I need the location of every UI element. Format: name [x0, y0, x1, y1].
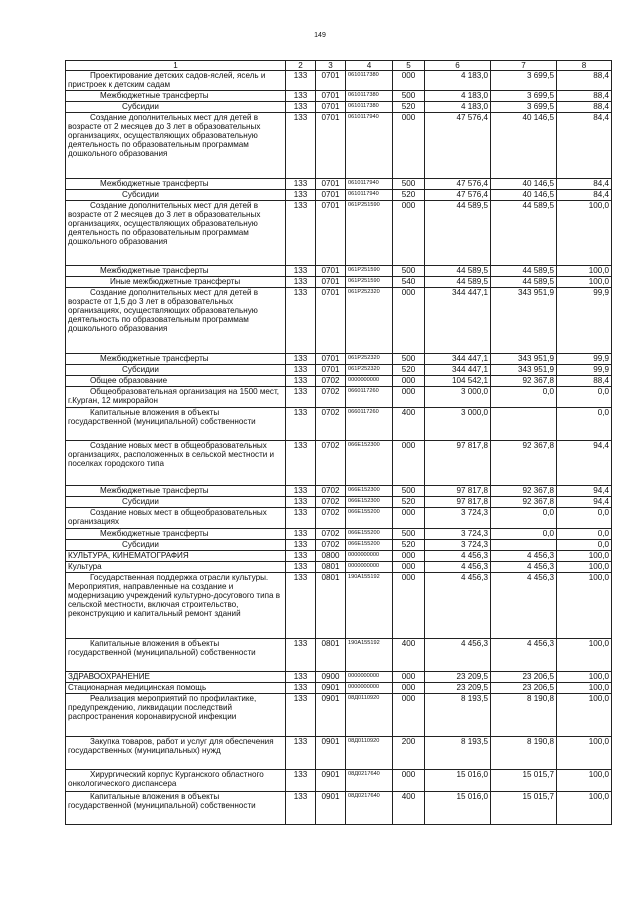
table-row [66, 408, 612, 441]
percent-cell: 100,0 [557, 683, 612, 694]
percent-cell: 100,0 [557, 266, 612, 277]
plan-amount-cell: 47 576,4 [425, 190, 491, 201]
percent-cell: 100,0 [557, 737, 612, 770]
chapter-code-cell: 133 [286, 694, 316, 737]
actual-amount-cell: 15 015,7 [491, 792, 557, 825]
target-article-cell: 0610117380 [346, 102, 393, 113]
actual-amount-cell: 23 206,5 [491, 683, 557, 694]
percent-cell: 100,0 [557, 792, 612, 825]
plan-amount-cell: 344 447,1 [425, 288, 491, 354]
expense-type-cell: 000 [393, 376, 425, 387]
percent-cell: 94,4 [557, 497, 612, 508]
actual-amount-cell [491, 408, 557, 441]
target-article-cell: 0000000000 [346, 376, 393, 387]
section-code-cell: 0701 [316, 288, 346, 354]
table-row [66, 441, 612, 486]
target-article-cell: 0610117940 [346, 190, 393, 201]
target-article-cell: 190A155192 [346, 573, 393, 639]
percent-cell: 0,0 [557, 387, 612, 408]
expense-type-cell: 400 [393, 792, 425, 825]
table-row [66, 508, 612, 529]
table-row [66, 113, 612, 179]
section-code-cell: 0701 [316, 277, 346, 288]
actual-amount-cell: 343 951,9 [491, 365, 557, 376]
table-row [66, 190, 612, 201]
section-code-cell: 0702 [316, 540, 346, 551]
row-name-cell: Межбюджетные трансферты [66, 529, 286, 540]
section-code-cell: 0702 [316, 376, 346, 387]
column-header: 7 [491, 61, 557, 71]
percent-cell: 88,4 [557, 376, 612, 387]
expense-type-cell: 000 [393, 508, 425, 529]
target-article-cell: 0000000000 [346, 672, 393, 683]
table-row [66, 71, 612, 91]
table-row [66, 497, 612, 508]
chapter-code-cell: 133 [286, 113, 316, 179]
plan-amount-cell: 4 183,0 [425, 102, 491, 113]
table-row [66, 770, 612, 792]
target-article-cell: 0000000000 [346, 562, 393, 573]
actual-amount-cell [491, 540, 557, 551]
target-article-cell: 08Д0110920 [346, 694, 393, 737]
table-row [66, 792, 612, 825]
expense-type-cell: 400 [393, 639, 425, 672]
chapter-code-cell: 133 [286, 486, 316, 497]
plan-amount-cell: 23 209,5 [425, 683, 491, 694]
table-row [66, 201, 612, 266]
row-name-cell: Проектирование детских садов-яслей, ясель и пристроек к детским садам [66, 71, 286, 91]
section-code-cell: 0801 [316, 573, 346, 639]
plan-amount-cell: 4 456,3 [425, 562, 491, 573]
actual-amount-cell: 0,0 [491, 387, 557, 408]
target-article-cell: 061P252320 [346, 288, 393, 354]
percent-cell: 0,0 [557, 540, 612, 551]
row-name-cell: Реализация мероприятий по профилактике, предупреждению, ликвидации последствий распространения коронавирусной инфекции [66, 694, 286, 737]
table-row [66, 277, 612, 288]
chapter-code-cell: 133 [286, 441, 316, 486]
plan-amount-cell: 4 183,0 [425, 71, 491, 91]
row-name-cell: Капитальные вложения в объекты государственной (муниципальной) собственности [66, 792, 286, 825]
plan-amount-cell: 344 447,1 [425, 354, 491, 365]
row-name-cell: Субсидии [66, 497, 286, 508]
actual-amount-cell: 0,0 [491, 529, 557, 540]
target-article-cell: 0610117380 [346, 71, 393, 91]
section-code-cell: 0702 [316, 441, 346, 486]
table-row [66, 562, 612, 573]
percent-cell: 100,0 [557, 201, 612, 266]
percent-cell: 100,0 [557, 277, 612, 288]
target-article-cell: 066E155200 [346, 529, 393, 540]
target-article-cell: 190A155192 [346, 639, 393, 672]
section-code-cell: 0701 [316, 113, 346, 179]
chapter-code-cell: 133 [286, 179, 316, 190]
chapter-code-cell: 133 [286, 672, 316, 683]
section-code-cell: 0901 [316, 737, 346, 770]
row-name-cell: Создание дополнительных мест для детей в возрасте от 2 месяцев до 3 лет в образовательных организациях, осуществляющих образовательную деятельность по образовательным программам дошкольного образования [66, 113, 286, 179]
percent-cell: 88,4 [557, 91, 612, 102]
chapter-code-cell: 133 [286, 562, 316, 573]
section-code-cell: 0701 [316, 91, 346, 102]
row-name-cell: Общее образование [66, 376, 286, 387]
percent-cell: 99,9 [557, 365, 612, 376]
target-article-cell: 061P251590 [346, 266, 393, 277]
expense-type-cell: 500 [393, 486, 425, 497]
table-row [66, 486, 612, 497]
table-row [66, 694, 612, 737]
actual-amount-cell: 4 456,3 [491, 551, 557, 562]
plan-amount-cell: 47 576,4 [425, 179, 491, 190]
chapter-code-cell: 133 [286, 497, 316, 508]
section-code-cell: 0702 [316, 497, 346, 508]
column-header: 4 [346, 61, 393, 71]
actual-amount-cell: 3 699,5 [491, 91, 557, 102]
section-code-cell: 0901 [316, 792, 346, 825]
plan-amount-cell: 3 000,0 [425, 408, 491, 441]
percent-cell: 100,0 [557, 573, 612, 639]
expense-type-cell: 500 [393, 91, 425, 102]
target-article-cell: 0660117260 [346, 387, 393, 408]
target-article-cell: 0610117940 [346, 113, 393, 179]
target-article-cell: 0000000000 [346, 551, 393, 562]
expense-type-cell: 500 [393, 529, 425, 540]
expense-type-cell: 000 [393, 201, 425, 266]
row-name-cell: Межбюджетные трансферты [66, 91, 286, 102]
actual-amount-cell: 92 367,8 [491, 486, 557, 497]
expense-type-cell: 000 [393, 562, 425, 573]
expense-type-cell: 500 [393, 266, 425, 277]
actual-amount-cell: 92 367,8 [491, 376, 557, 387]
row-name-cell: ЗДРАВООХРАНЕНИЕ [66, 672, 286, 683]
target-article-cell: 066E152300 [346, 441, 393, 486]
chapter-code-cell: 133 [286, 508, 316, 529]
actual-amount-cell: 44 589,5 [491, 266, 557, 277]
plan-amount-cell: 47 576,4 [425, 113, 491, 179]
section-code-cell: 0702 [316, 387, 346, 408]
actual-amount-cell: 4 456,3 [491, 639, 557, 672]
actual-amount-cell: 343 951,9 [491, 288, 557, 354]
section-code-cell: 0900 [316, 672, 346, 683]
chapter-code-cell: 133 [286, 529, 316, 540]
table-row [66, 179, 612, 190]
column-header: 8 [557, 61, 612, 71]
plan-amount-cell: 44 589,5 [425, 266, 491, 277]
row-name-cell: Создание дополнительных мест для детей в возрасте от 1,5 до 3 лет в образовательных организациях, осуществляющих образовательную деятельность по образовательным программам дошкольного образования [66, 288, 286, 354]
chapter-code-cell: 133 [286, 770, 316, 792]
expense-type-cell: 200 [393, 737, 425, 770]
chapter-code-cell: 133 [286, 737, 316, 770]
section-code-cell: 0702 [316, 408, 346, 441]
expense-type-cell: 520 [393, 540, 425, 551]
expense-type-cell: 520 [393, 365, 425, 376]
percent-cell: 94,4 [557, 441, 612, 486]
chapter-code-cell: 133 [286, 266, 316, 277]
section-code-cell: 0701 [316, 201, 346, 266]
expense-type-cell: 000 [393, 288, 425, 354]
column-header: 1 [66, 61, 286, 71]
actual-amount-cell: 92 367,8 [491, 441, 557, 486]
percent-cell: 84,4 [557, 179, 612, 190]
section-code-cell: 0701 [316, 71, 346, 91]
percent-cell: 84,4 [557, 190, 612, 201]
row-name-cell: Создание новых мест в общеобразовательных организациях, расположенных в сельской местности и поселках городского типа [66, 441, 286, 486]
row-name-cell: Межбюджетные трансферты [66, 179, 286, 190]
table-row [66, 573, 612, 639]
plan-amount-cell: 23 209,5 [425, 672, 491, 683]
table-header-row [66, 61, 612, 71]
actual-amount-cell: 8 190,8 [491, 694, 557, 737]
actual-amount-cell: 44 589,5 [491, 201, 557, 266]
target-article-cell: 0610117380 [346, 91, 393, 102]
chapter-code-cell: 133 [286, 277, 316, 288]
expense-type-cell: 500 [393, 354, 425, 365]
section-code-cell: 0901 [316, 683, 346, 694]
plan-amount-cell: 97 817,8 [425, 441, 491, 486]
actual-amount-cell: 3 699,5 [491, 71, 557, 91]
actual-amount-cell: 343 951,9 [491, 354, 557, 365]
percent-cell: 100,0 [557, 672, 612, 683]
plan-amount-cell: 44 589,5 [425, 277, 491, 288]
section-code-cell: 0800 [316, 551, 346, 562]
plan-amount-cell: 97 817,8 [425, 497, 491, 508]
table-row [66, 639, 612, 672]
table-row [66, 354, 612, 365]
expense-type-cell: 000 [393, 387, 425, 408]
target-article-cell: 066E155200 [346, 508, 393, 529]
row-name-cell: Капитальные вложения в объекты государственной (муниципальной) собственности [66, 639, 286, 672]
expense-type-cell: 000 [393, 71, 425, 91]
row-name-cell: Закупка товаров, работ и услуг для обеспечения государственных (муниципальных) нужд [66, 737, 286, 770]
target-article-cell: 08Д0217640 [346, 792, 393, 825]
expense-type-cell: 400 [393, 408, 425, 441]
percent-cell: 99,9 [557, 288, 612, 354]
expense-type-cell: 000 [393, 113, 425, 179]
percent-cell: 100,0 [557, 639, 612, 672]
row-name-cell: Межбюджетные трансферты [66, 354, 286, 365]
chapter-code-cell: 133 [286, 354, 316, 365]
table-row [66, 672, 612, 683]
actual-amount-cell: 8 190,8 [491, 737, 557, 770]
actual-amount-cell: 40 146,5 [491, 113, 557, 179]
plan-amount-cell: 8 193,5 [425, 737, 491, 770]
actual-amount-cell: 4 456,3 [491, 562, 557, 573]
actual-amount-cell: 40 146,5 [491, 190, 557, 201]
percent-cell: 100,0 [557, 562, 612, 573]
row-name-cell: Капитальные вложения в объекты государственной (муниципальной) собственности [66, 408, 286, 441]
expense-type-cell: 520 [393, 102, 425, 113]
column-header: 6 [425, 61, 491, 71]
percent-cell: 99,9 [557, 354, 612, 365]
row-name-cell: Субсидии [66, 365, 286, 376]
section-code-cell: 0702 [316, 529, 346, 540]
section-code-cell: 0701 [316, 354, 346, 365]
budget-table [65, 60, 612, 825]
column-header: 5 [393, 61, 425, 71]
actual-amount-cell: 0,0 [491, 508, 557, 529]
expense-type-cell: 000 [393, 551, 425, 562]
table-row [66, 540, 612, 551]
chapter-code-cell: 133 [286, 387, 316, 408]
target-article-cell: 066E152300 [346, 486, 393, 497]
chapter-code-cell: 133 [286, 190, 316, 201]
expense-type-cell: 000 [393, 683, 425, 694]
section-code-cell: 0801 [316, 562, 346, 573]
row-name-cell: Межбюджетные трансферты [66, 266, 286, 277]
expense-type-cell: 000 [393, 694, 425, 737]
percent-cell: 88,4 [557, 71, 612, 91]
table-row [66, 737, 612, 770]
expense-type-cell: 540 [393, 277, 425, 288]
actual-amount-cell: 40 146,5 [491, 179, 557, 190]
percent-cell: 0,0 [557, 529, 612, 540]
plan-amount-cell: 44 589,5 [425, 201, 491, 266]
section-code-cell: 0801 [316, 639, 346, 672]
section-code-cell: 0701 [316, 102, 346, 113]
percent-cell: 100,0 [557, 770, 612, 792]
chapter-code-cell: 133 [286, 71, 316, 91]
actual-amount-cell: 23 206,5 [491, 672, 557, 683]
plan-amount-cell: 3 724,3 [425, 540, 491, 551]
section-code-cell: 0701 [316, 266, 346, 277]
row-name-cell: КУЛЬТУРА, КИНЕМАТОГРАФИЯ [66, 551, 286, 562]
plan-amount-cell: 104 542,1 [425, 376, 491, 387]
expense-type-cell: 520 [393, 190, 425, 201]
percent-cell: 0,0 [557, 508, 612, 529]
section-code-cell: 0701 [316, 190, 346, 201]
percent-cell: 84,4 [557, 113, 612, 179]
actual-amount-cell: 15 015,7 [491, 770, 557, 792]
table-row [66, 365, 612, 376]
percent-cell: 100,0 [557, 694, 612, 737]
row-name-cell: Субсидии [66, 540, 286, 551]
plan-amount-cell: 8 193,5 [425, 694, 491, 737]
expense-type-cell: 000 [393, 573, 425, 639]
row-name-cell: Иные межбюджетные трансферты [66, 277, 286, 288]
chapter-code-cell: 133 [286, 639, 316, 672]
chapter-code-cell: 133 [286, 573, 316, 639]
actual-amount-cell: 3 699,5 [491, 102, 557, 113]
section-code-cell: 0901 [316, 694, 346, 737]
row-name-cell: Стационарная медицинская помощь [66, 683, 286, 694]
chapter-code-cell: 133 [286, 201, 316, 266]
table-row [66, 91, 612, 102]
chapter-code-cell: 133 [286, 792, 316, 825]
chapter-code-cell: 133 [286, 683, 316, 694]
chapter-code-cell: 133 [286, 102, 316, 113]
expense-type-cell: 000 [393, 672, 425, 683]
row-name-cell: Межбюджетные трансферты [66, 486, 286, 497]
chapter-code-cell: 133 [286, 91, 316, 102]
chapter-code-cell: 133 [286, 365, 316, 376]
plan-amount-cell: 3 724,3 [425, 508, 491, 529]
expense-type-cell: 500 [393, 179, 425, 190]
plan-amount-cell: 3 724,3 [425, 529, 491, 540]
table-row [66, 683, 612, 694]
section-code-cell: 0702 [316, 508, 346, 529]
percent-cell: 88,4 [557, 102, 612, 113]
target-article-cell: 08Д0110920 [346, 737, 393, 770]
target-article-cell: 061P252320 [346, 365, 393, 376]
row-name-cell: Хирургический корпус Курганского областного онкологического диспансера [66, 770, 286, 792]
table-row [66, 387, 612, 408]
actual-amount-cell: 4 456,3 [491, 573, 557, 639]
section-code-cell: 0701 [316, 179, 346, 190]
expense-type-cell: 000 [393, 770, 425, 792]
plan-amount-cell: 4 456,3 [425, 639, 491, 672]
percent-cell: 94,4 [557, 486, 612, 497]
actual-amount-cell: 92 367,8 [491, 497, 557, 508]
target-article-cell: 08Д0217640 [346, 770, 393, 792]
row-name-cell: Субсидии [66, 190, 286, 201]
page-number: 149 [314, 32, 326, 39]
target-article-cell: 0000000000 [346, 683, 393, 694]
section-code-cell: 0702 [316, 486, 346, 497]
column-header: 3 [316, 61, 346, 71]
row-name-cell: Культура [66, 562, 286, 573]
column-header: 2 [286, 61, 316, 71]
table-row [66, 266, 612, 277]
actual-amount-cell: 44 589,5 [491, 277, 557, 288]
target-article-cell: 0610117940 [346, 179, 393, 190]
row-name-cell: Создание дополнительных мест для детей в возрасте от 2 месяцев до 3 лет в образовательных организациях, осуществляющих образовательную деятельность по образовательным программам дошкольного образования [66, 201, 286, 266]
row-name-cell: Субсидии [66, 102, 286, 113]
target-article-cell: 061P251590 [346, 277, 393, 288]
plan-amount-cell: 15 016,0 [425, 770, 491, 792]
plan-amount-cell: 4 456,3 [425, 573, 491, 639]
plan-amount-cell: 4 456,3 [425, 551, 491, 562]
plan-amount-cell: 97 817,8 [425, 486, 491, 497]
plan-amount-cell: 15 016,0 [425, 792, 491, 825]
target-article-cell: 061P251590 [346, 201, 393, 266]
table-row [66, 376, 612, 387]
chapter-code-cell: 133 [286, 551, 316, 562]
chapter-code-cell: 133 [286, 408, 316, 441]
percent-cell: 100,0 [557, 551, 612, 562]
table-row [66, 529, 612, 540]
expense-type-cell: 000 [393, 441, 425, 486]
chapter-code-cell: 133 [286, 376, 316, 387]
target-article-cell: 0660117260 [346, 408, 393, 441]
plan-amount-cell: 344 447,1 [425, 365, 491, 376]
section-code-cell: 0701 [316, 365, 346, 376]
percent-cell: 0,0 [557, 408, 612, 441]
target-article-cell: 066E152300 [346, 497, 393, 508]
section-code-cell: 0901 [316, 770, 346, 792]
row-name-cell: Создание новых мест в общеобразовательных организациях [66, 508, 286, 529]
table-row [66, 551, 612, 562]
target-article-cell: 066E155200 [346, 540, 393, 551]
chapter-code-cell: 133 [286, 540, 316, 551]
chapter-code-cell: 133 [286, 288, 316, 354]
target-article-cell: 061P252320 [346, 354, 393, 365]
table-row [66, 288, 612, 354]
row-name-cell: Общеобразовательная организация на 1500 мест, г.Курган, 12 микрорайон [66, 387, 286, 408]
row-name-cell: Государственная поддержка отрасли культуры. Мероприятия, направленные на создание и модернизацию учреждений культурно-досугового типа в сельской местности, включая строительство, реконструкцию и капитальный ремонт зданий [66, 573, 286, 639]
table-row [66, 102, 612, 113]
expense-type-cell: 520 [393, 497, 425, 508]
plan-amount-cell: 3 000,0 [425, 387, 491, 408]
plan-amount-cell: 4 183,0 [425, 91, 491, 102]
